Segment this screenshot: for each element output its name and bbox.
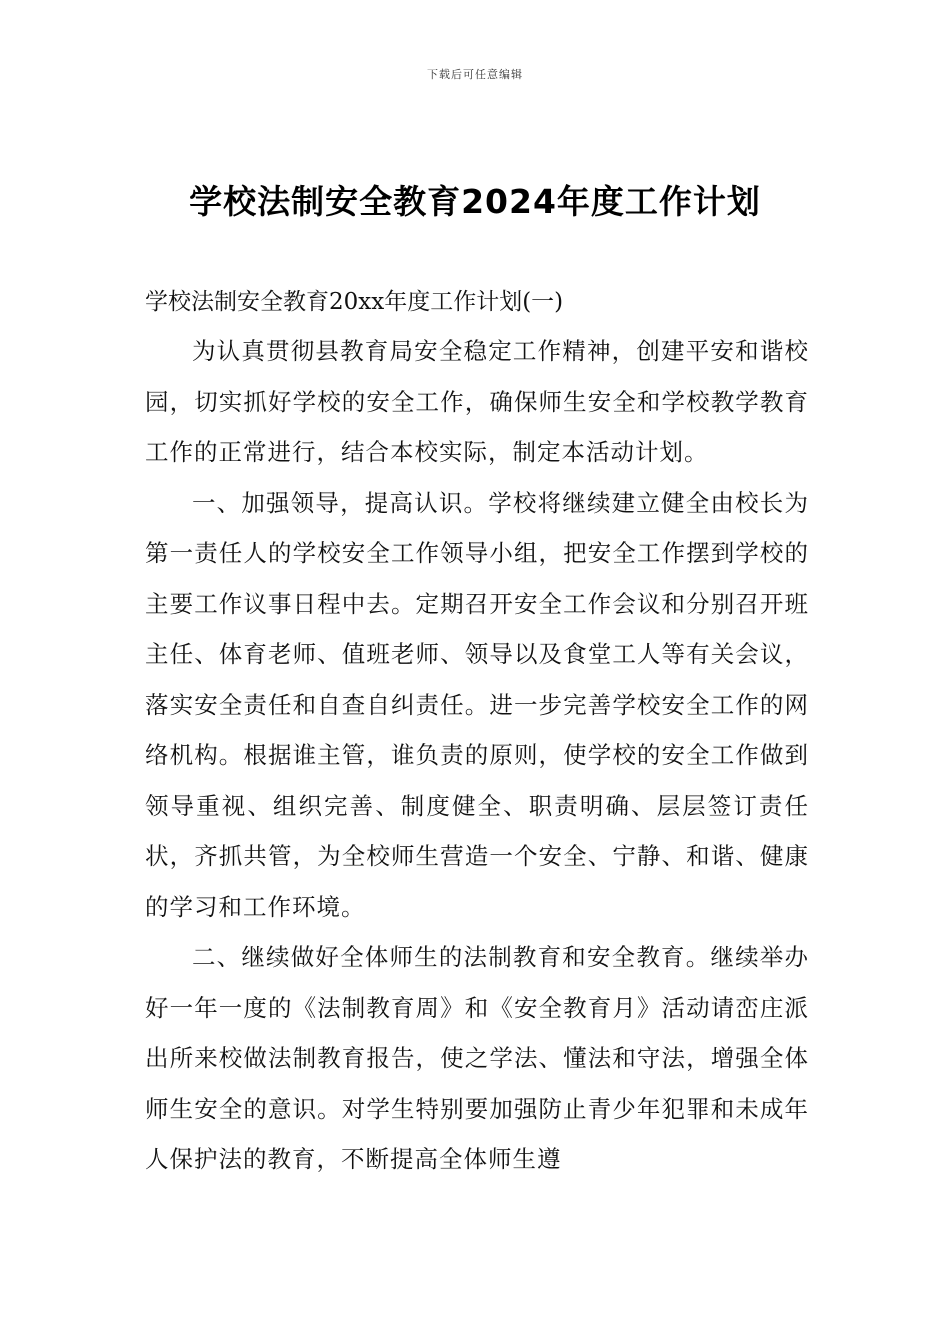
page-title: 学校法制安全教育2024年度工作计划 (189, 182, 761, 221)
document-body (145, 278, 809, 1185)
paragraph-section-2: 二、继续做好全体师生的法制教育和安全教育。继续举办好一年一度的《法制教育周》和《安全教育月》活动请峦庄派出所来校做法制教育报告，使之学法、懂法和守法，增强全体师生安全的意识。对学生特别要加强防止青少年犯罪和未成年人保护法的教育，不断提高全体师生遵 (145, 943, 809, 1173)
paragraph-intro: 为认真贯彻县教育局安全稳定工作精神，创建平安和谐校园，切实抓好学校的安全工作，确保师生安全和学校教学教育工作的正常进行，结合本校实际，制定本活动计划。 (145, 337, 809, 466)
header-note: 下载后可任意编辑 (427, 68, 523, 81)
paragraph-section-1: 一、加强领导，提高认识。学校将继续建立健全由校长为第一责任人的学校安全工作领导小组，把安全工作摆到学校的主要工作议事日程中去。定期召开安全工作会议和分别召开班主任、体育老师、值班老师、领导以及食堂工人等有关会议，落实安全责任和自查自纠责任。进一步完善学校安全工作的网络机构。根据谁主管，谁负责的原则，使学校的安全工作做到领导重视、组织完善、制度健全、职责明确、层层签订责任状，齐抓共管，为全校师生营造一个安全、宁静、和谐、健康的学习和工作环境。 (145, 488, 809, 921)
section-subtitle: 学校法制安全教育20xx年度工作计划(一) (145, 289, 564, 315)
